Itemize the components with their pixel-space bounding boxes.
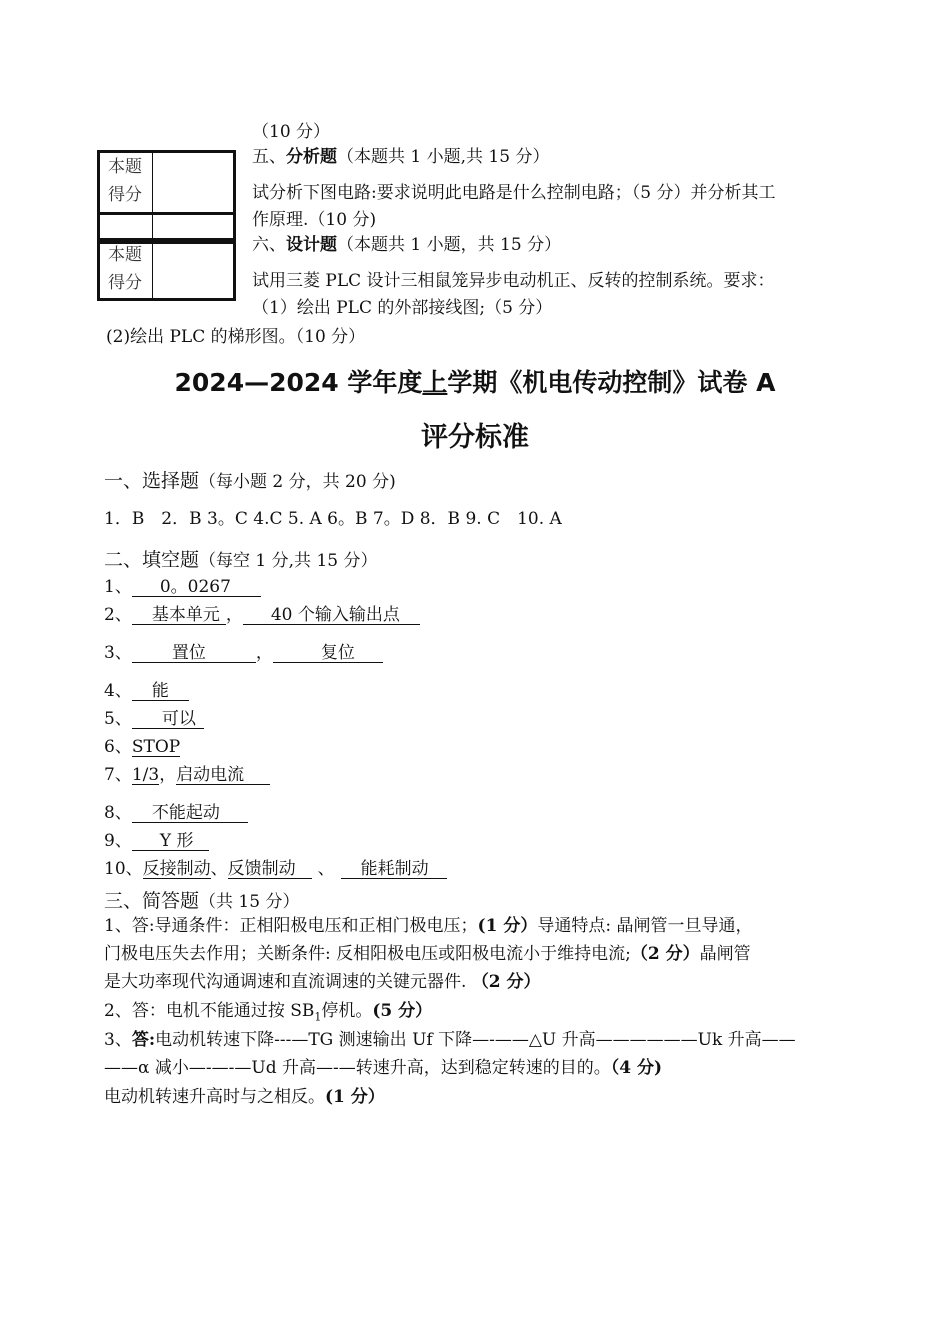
prev-points: （10 分）	[252, 122, 331, 142]
section6-heading: 六、设计题（本题共 1 小题，共 15 分）	[252, 235, 562, 255]
s2-answer-2: 2、 基本单元 ， 40 个输入输出点	[104, 604, 420, 626]
s2-answer-3: 3、 置位 ， 复位	[104, 642, 383, 664]
section5-question-line2: 作原理.（10 分)	[252, 210, 377, 230]
score-label-bottom: 得分	[108, 185, 142, 205]
s1-heading: 一、选择题（每小题 2 分，共 20 分)	[104, 470, 396, 492]
section6-question-line3: (2)绘出 PLC 的梯形图。（10 分）	[106, 327, 366, 347]
score-label-bottom: 得分	[108, 273, 142, 293]
page-title: 2024—2024 学年度上学期《机电传动控制》试卷 A	[174, 368, 776, 397]
s3-heading: 三、简答题（共 15 分）	[104, 890, 300, 912]
section5-heading: 五、分析题（本题共 1 小题,共 15 分）	[252, 147, 550, 167]
score-box-divider	[152, 241, 153, 298]
s2-answer-6: 6、STOP	[104, 737, 181, 757]
score-box-divider	[152, 153, 153, 241]
s2-answer-7: 7、1/3，启动电流	[104, 764, 270, 786]
s1-answers: 1．B 2．B 3。C 4.C 5. A 6。B 7。D 8．B 9. C 10. A	[104, 509, 562, 529]
s3-answer-2: 2、答：电机不能通过按 $SB_1$停机。(5 分）	[104, 1001, 433, 1024]
score-box-1	[97, 150, 236, 244]
s3-answer-3-line2: ——α 减小—-—-—Ud 升高—-—转速升高，达到稳定转速的目的。（4 分)	[104, 1058, 663, 1078]
s2-answer-10: 10、反接制动、反馈制动 、 能耗制动	[104, 858, 447, 880]
page-subtitle: 评分标准	[421, 422, 529, 453]
score-label-top: 本题	[108, 245, 142, 265]
s2-answer-5: 5、 可以	[104, 708, 204, 730]
section5-question-line1: 试分析下图电路:要求说明此电路是什么控制电路；（5 分）并分析其工	[252, 183, 776, 203]
section6-question-line1: 试用三菱 PLC 设计三相鼠笼异步电动机正、反转的控制系统。要求：	[252, 271, 775, 291]
s3-answer-3-line1: 3、答:电动机转速下降---—TG 测速输出 Uf 下降—-——△U 升高——————Uk 升高——	[104, 1030, 796, 1050]
s2-answer-9: 9、 Y 形	[104, 830, 209, 852]
score-box-hline	[100, 212, 233, 215]
s2-answer-4: 4、 能	[104, 680, 189, 702]
s3-answer-1-line2: 门极电压失去作用；关断条件: 反相阳极电压或阳极电流小于维持电流;（2 分）晶闸管	[104, 944, 751, 964]
s3-answer-3-line3: 电动机转速升高时与之相反。(1 分）	[104, 1087, 385, 1107]
s2-heading: 二、填空题（每空 1 分,共 15 分）	[104, 549, 378, 571]
s3-answer-1-line1: 1、答:导通条件：正相阳极电压和正相门极电压；(1 分）导通特点: 晶闸管一旦导通，	[104, 916, 753, 936]
s3-answer-1-line3: 是大功率现代沟通调速和直流调速的关键元器件. （2 分）	[104, 972, 541, 992]
section6-question-line2: （1）绘出 PLC 的外部接线图;（5 分）	[252, 298, 553, 318]
s2-answer-8: 8、 不能起动	[104, 802, 248, 824]
score-label-top: 本题	[108, 157, 142, 177]
s2-answer-1: 1、 0。0267	[104, 576, 261, 598]
score-box-2	[97, 238, 236, 301]
